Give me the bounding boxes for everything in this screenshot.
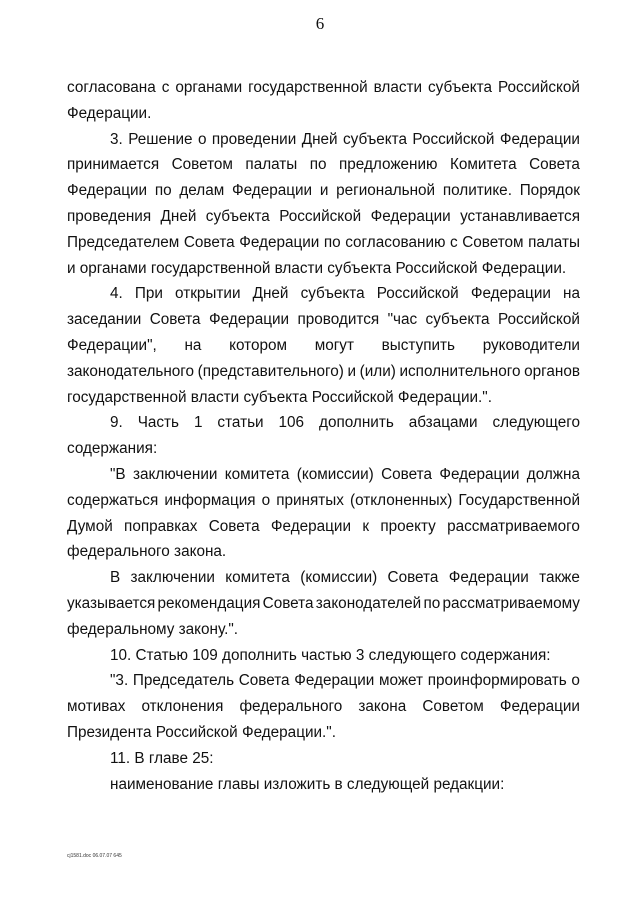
text-line: государственной власти субъекта Российской Федерации.". bbox=[67, 388, 492, 406]
text-line: В заключении комитета (комиссии) Совета Федерации также bbox=[110, 569, 580, 587]
footer-code: cj1581.doc 06.07.07 645 bbox=[67, 853, 122, 859]
text-line: заседании Совета Федерации проводится "час субъекта Российской bbox=[67, 311, 580, 329]
text-line: федерального закона. bbox=[67, 543, 227, 561]
text-line: 9. Часть 1 статьи 106 дополнить абзацами следующего bbox=[110, 414, 580, 432]
page-number: 6 bbox=[315, 14, 325, 33]
text-line: 10. Статью 109 дополнить частью 3 следующего содержания: bbox=[110, 646, 551, 664]
text-line: согласована с органами государственной власти субъекта Российской bbox=[67, 79, 580, 96]
text-line: 3. Решение о проведении Дней субъекта Российской Федерации bbox=[110, 130, 580, 148]
text-line: 11. В главе 25: bbox=[110, 749, 214, 767]
text-line: федеральному закону.". bbox=[67, 620, 239, 638]
text-line: Федерации. bbox=[67, 104, 152, 122]
text-line: "В заключении комитета (комиссии) Совета Федерации должна bbox=[110, 465, 580, 483]
text-line: наименование главы изложить в следующей редакции: bbox=[110, 775, 505, 793]
text-line: указывается рекомендация Совета законодателей по рассматриваемому bbox=[67, 594, 580, 612]
text-line: 4. При открытии Дней субъекта Российской Федерации на bbox=[110, 285, 580, 303]
text-line: Президента Российской Федерации.". bbox=[67, 723, 336, 741]
text-line: Федерации", на котором могут выступить руководители bbox=[67, 336, 580, 354]
text-line: законодательного (представительного) и (или) исполнительного органов bbox=[67, 362, 580, 380]
text-line: проведения Дней субъекта Российской Федерации устанавливается bbox=[67, 207, 580, 225]
text-line: "3. Председатель Совета Федерации может проинформировать о bbox=[110, 672, 580, 690]
document-text bbox=[67, 75, 580, 797]
text-line: Председателем Совета Федерации по согласованию с Советом палаты bbox=[67, 233, 580, 251]
text-line: и органами государственной власти субъекта Российской Федерации. bbox=[67, 259, 567, 277]
text-line: Федерации по делам Федерации и региональной политике. Порядок bbox=[67, 182, 580, 200]
text-line: содержания: bbox=[67, 440, 158, 458]
text-line: принимается Советом палаты по предложению Комитета Совета bbox=[67, 156, 580, 174]
text-line: Думой поправках Совета Федерации к проекту рассматриваемого bbox=[67, 517, 580, 535]
text-line: содержаться информация о принятых (отклоненных) Государственной bbox=[67, 491, 580, 509]
text-line: мотивах отклонения федерального закона Советом Федерации bbox=[67, 698, 580, 716]
